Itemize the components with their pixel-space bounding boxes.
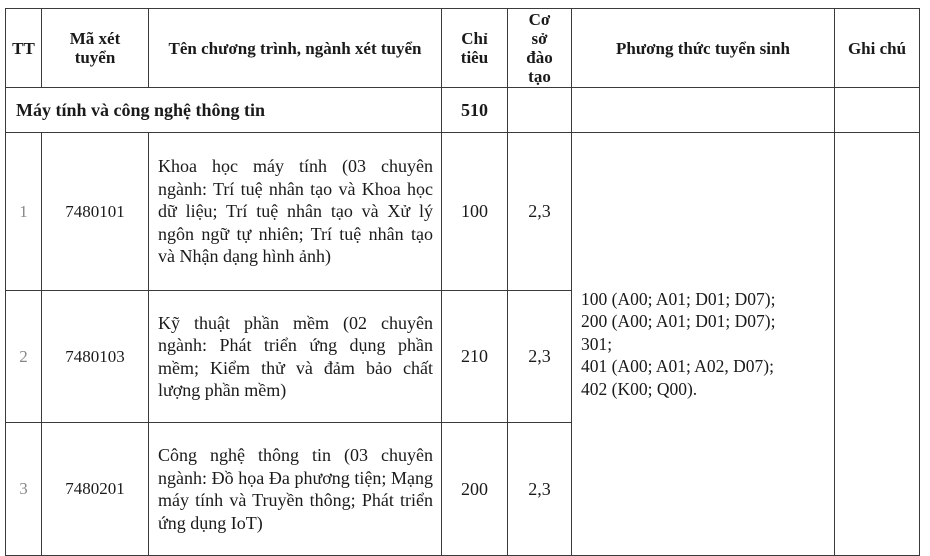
- row-code: 7480101: [42, 133, 149, 291]
- row-tt: 1: [6, 133, 42, 291]
- header-row: [6, 9, 920, 88]
- method-line: 402 (K00; Q00).: [581, 378, 698, 399]
- row-program: [149, 423, 442, 556]
- row-program: [149, 291, 442, 423]
- row-quota: 200: [442, 423, 508, 556]
- row-tt: 3: [6, 423, 42, 556]
- header-note: Ghi chú: [835, 9, 920, 88]
- row-campus: 2,3: [508, 423, 572, 556]
- row-program-text: Kỹ thuật phần mềm (02 chuyên ngành: Phát triển ứng dụng phần mềm; Kiểm thử và đảm bảo chất lượng phần mềm): [158, 312, 433, 400]
- row-program-text: Khoa học máy tính (03 chuyên ngành: Trí tuệ nhân tạo và Khoa học dữ liệu; Trí tuệ nhân tạo và Xử lý ngôn ngữ tự nhiên; Trí tuệ nhân tạo và Nhận dạng hình ảnh): [158, 156, 433, 267]
- row-program-text: Công nghệ thông tin (03 chuyên ngành: Đồ họa Đa phương tiện; Mạng máy tính và Truyền thông; Phát triển ứng dụng IoT): [158, 445, 433, 533]
- group-note-empty: [835, 88, 920, 133]
- row-quota: 100: [442, 133, 508, 291]
- table-row: [6, 133, 920, 291]
- row-program: [149, 133, 442, 291]
- row-quota: 210: [442, 291, 508, 423]
- group-quota: 510: [442, 88, 508, 133]
- header-method: Phương thức tuyển sinh: [572, 9, 835, 88]
- row-campus: 2,3: [508, 291, 572, 423]
- method-line: 301;: [581, 333, 613, 354]
- row-campus: 2,3: [508, 133, 572, 291]
- admissions-table: [5, 8, 920, 556]
- group-campus-empty: [508, 88, 572, 133]
- header-campus: Cơ sở đào tạo: [508, 9, 572, 88]
- row-code: 7480201: [42, 423, 149, 556]
- method-line: 200 (A00; A01; D01; D07);: [581, 311, 776, 332]
- note-cell: [835, 133, 920, 556]
- group-row: [6, 88, 920, 133]
- admission-methods: [572, 133, 835, 556]
- row-tt: 2: [6, 291, 42, 423]
- header-code: Mã xét tuyển: [42, 9, 149, 88]
- group-method-empty: [572, 88, 835, 133]
- group-title: Máy tính và công nghệ thông tin: [6, 88, 442, 133]
- method-line: 100 (A00; A01; D01; D07);: [581, 288, 776, 309]
- header-program: Tên chương trình, ngành xét tuyển: [149, 9, 442, 88]
- header-quota: Chỉ tiêu: [442, 9, 508, 88]
- method-line: 401 (A00; A01; A02, D07);: [581, 356, 774, 377]
- header-tt: TT: [6, 9, 42, 88]
- row-code: 7480103: [42, 291, 149, 423]
- admissions-table-container: [5, 8, 920, 556]
